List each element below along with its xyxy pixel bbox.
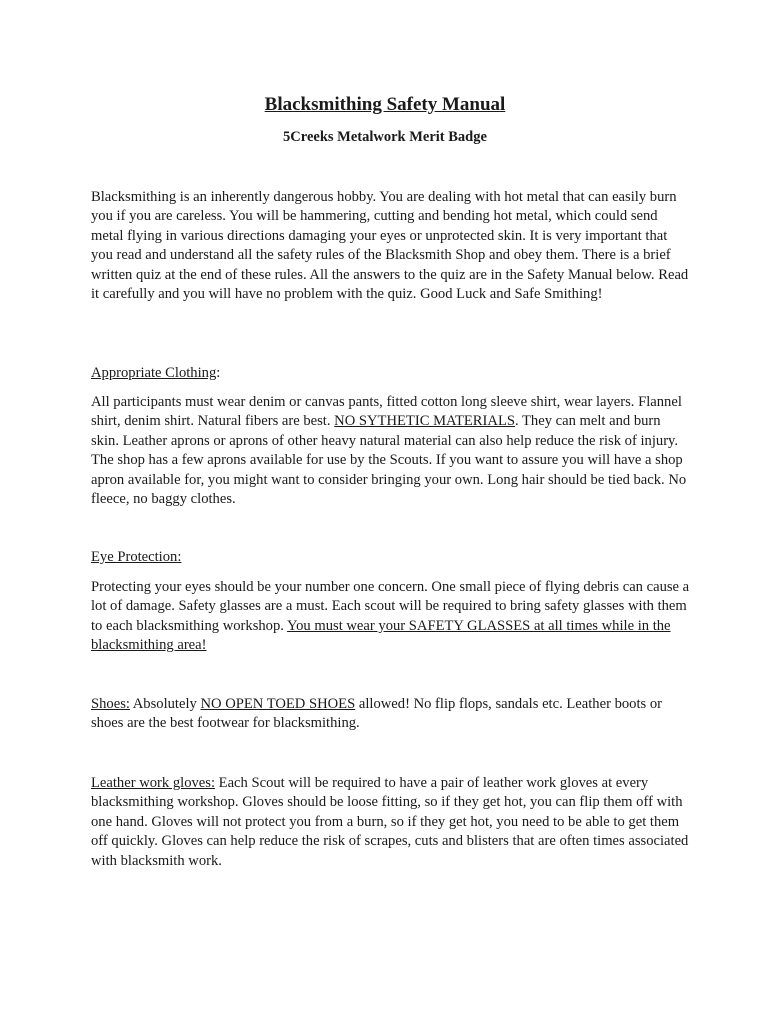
clothing-heading [91, 364, 220, 383]
shoes-paragraph [91, 695, 691, 734]
clothing-heading-text: Appropriate Clothing [91, 365, 217, 381]
clothing-text-a: All participants must wear denim or canvas pants, fitted cotton long sleeve shirt, wear layers. Flannel shirt, denim shirt. Natural fibers are best. [91, 394, 682, 430]
clothing-paragraph [91, 393, 691, 509]
intro-paragraph: Blacksmithing is an inherently dangerous hobby. You are dealing with hot metal that can easily burn you if you are careless. You will be hammering, cutting and bending hot metal, which could send metal flying in various directions damaging your eyes or unprotected skin. It is very important that you read and understand all the safety rules of the Blacksmith Shop and obey them. There is a brief written quiz at the end of these rules. All the answers to the quiz are in the Safety Manual below. Read it carefully and you will have no problem with the quiz. Good Luck and Safe Smithing! [91, 189, 689, 303]
shoes-heading: Shoes: [91, 696, 130, 712]
gloves-paragraph [91, 774, 691, 871]
gloves-heading: Leather work gloves: [91, 775, 216, 791]
eye-heading-text: Eye Protection: [91, 549, 182, 565]
shoes-text-b: allowed! No flip flops, sandals etc. Leather boots or shoes are the best footwear for blacksmithing. [91, 696, 663, 732]
eye-heading [91, 548, 181, 567]
clothing-emphasis: NO SYTHETIC MATERIALS [334, 413, 515, 430]
shoes-text-a: Absolutely [129, 696, 201, 712]
clothing-heading-colon: : [216, 365, 221, 381]
clothing-text-b: . They can melt and burn skin. Leather aprons or aprons of other heavy natural material can also help reduce the risk of injury. The shop has a few aprons available for use by the Scouts. If you want to assure you will have a shop apron available for, you might want to consider bringing your own. Long hair should be tied back. No fleece, no baggy clothes. [91, 413, 687, 508]
document-subtitle: 5Creeks Metalwork Merit Badge [283, 129, 487, 145]
shoes-emphasis: NO OPEN TOED SHOES [200, 696, 356, 712]
document-title: Blacksmithing Safety Manual [264, 94, 506, 115]
eye-paragraph [91, 578, 691, 656]
eye-emphasis: You must wear your SAFETY GLASSES at all times while in the blacksmithing area! [91, 617, 671, 654]
gloves-text-a: Each Scout will be required to have a pair of leather work gloves at every blacksmithing workshop. Gloves should be loose fitting, so if they get hot, you can flip them off with one hand. Gloves will not protect you from a burn, so if they get hot, you need to be able to get them off quickly. Gloves can help reduce the risk of scrapes, cuts and blisters that are often times associated with blacksmith work. [91, 775, 689, 869]
eye-text-a: Protecting your eyes should be your number one concern. One small piece of flying debris can cause a lot of damage. Safety glasses are a must. Each scout will be required to bring safety glasses with them to each blacksmithing workshop. [91, 579, 690, 634]
